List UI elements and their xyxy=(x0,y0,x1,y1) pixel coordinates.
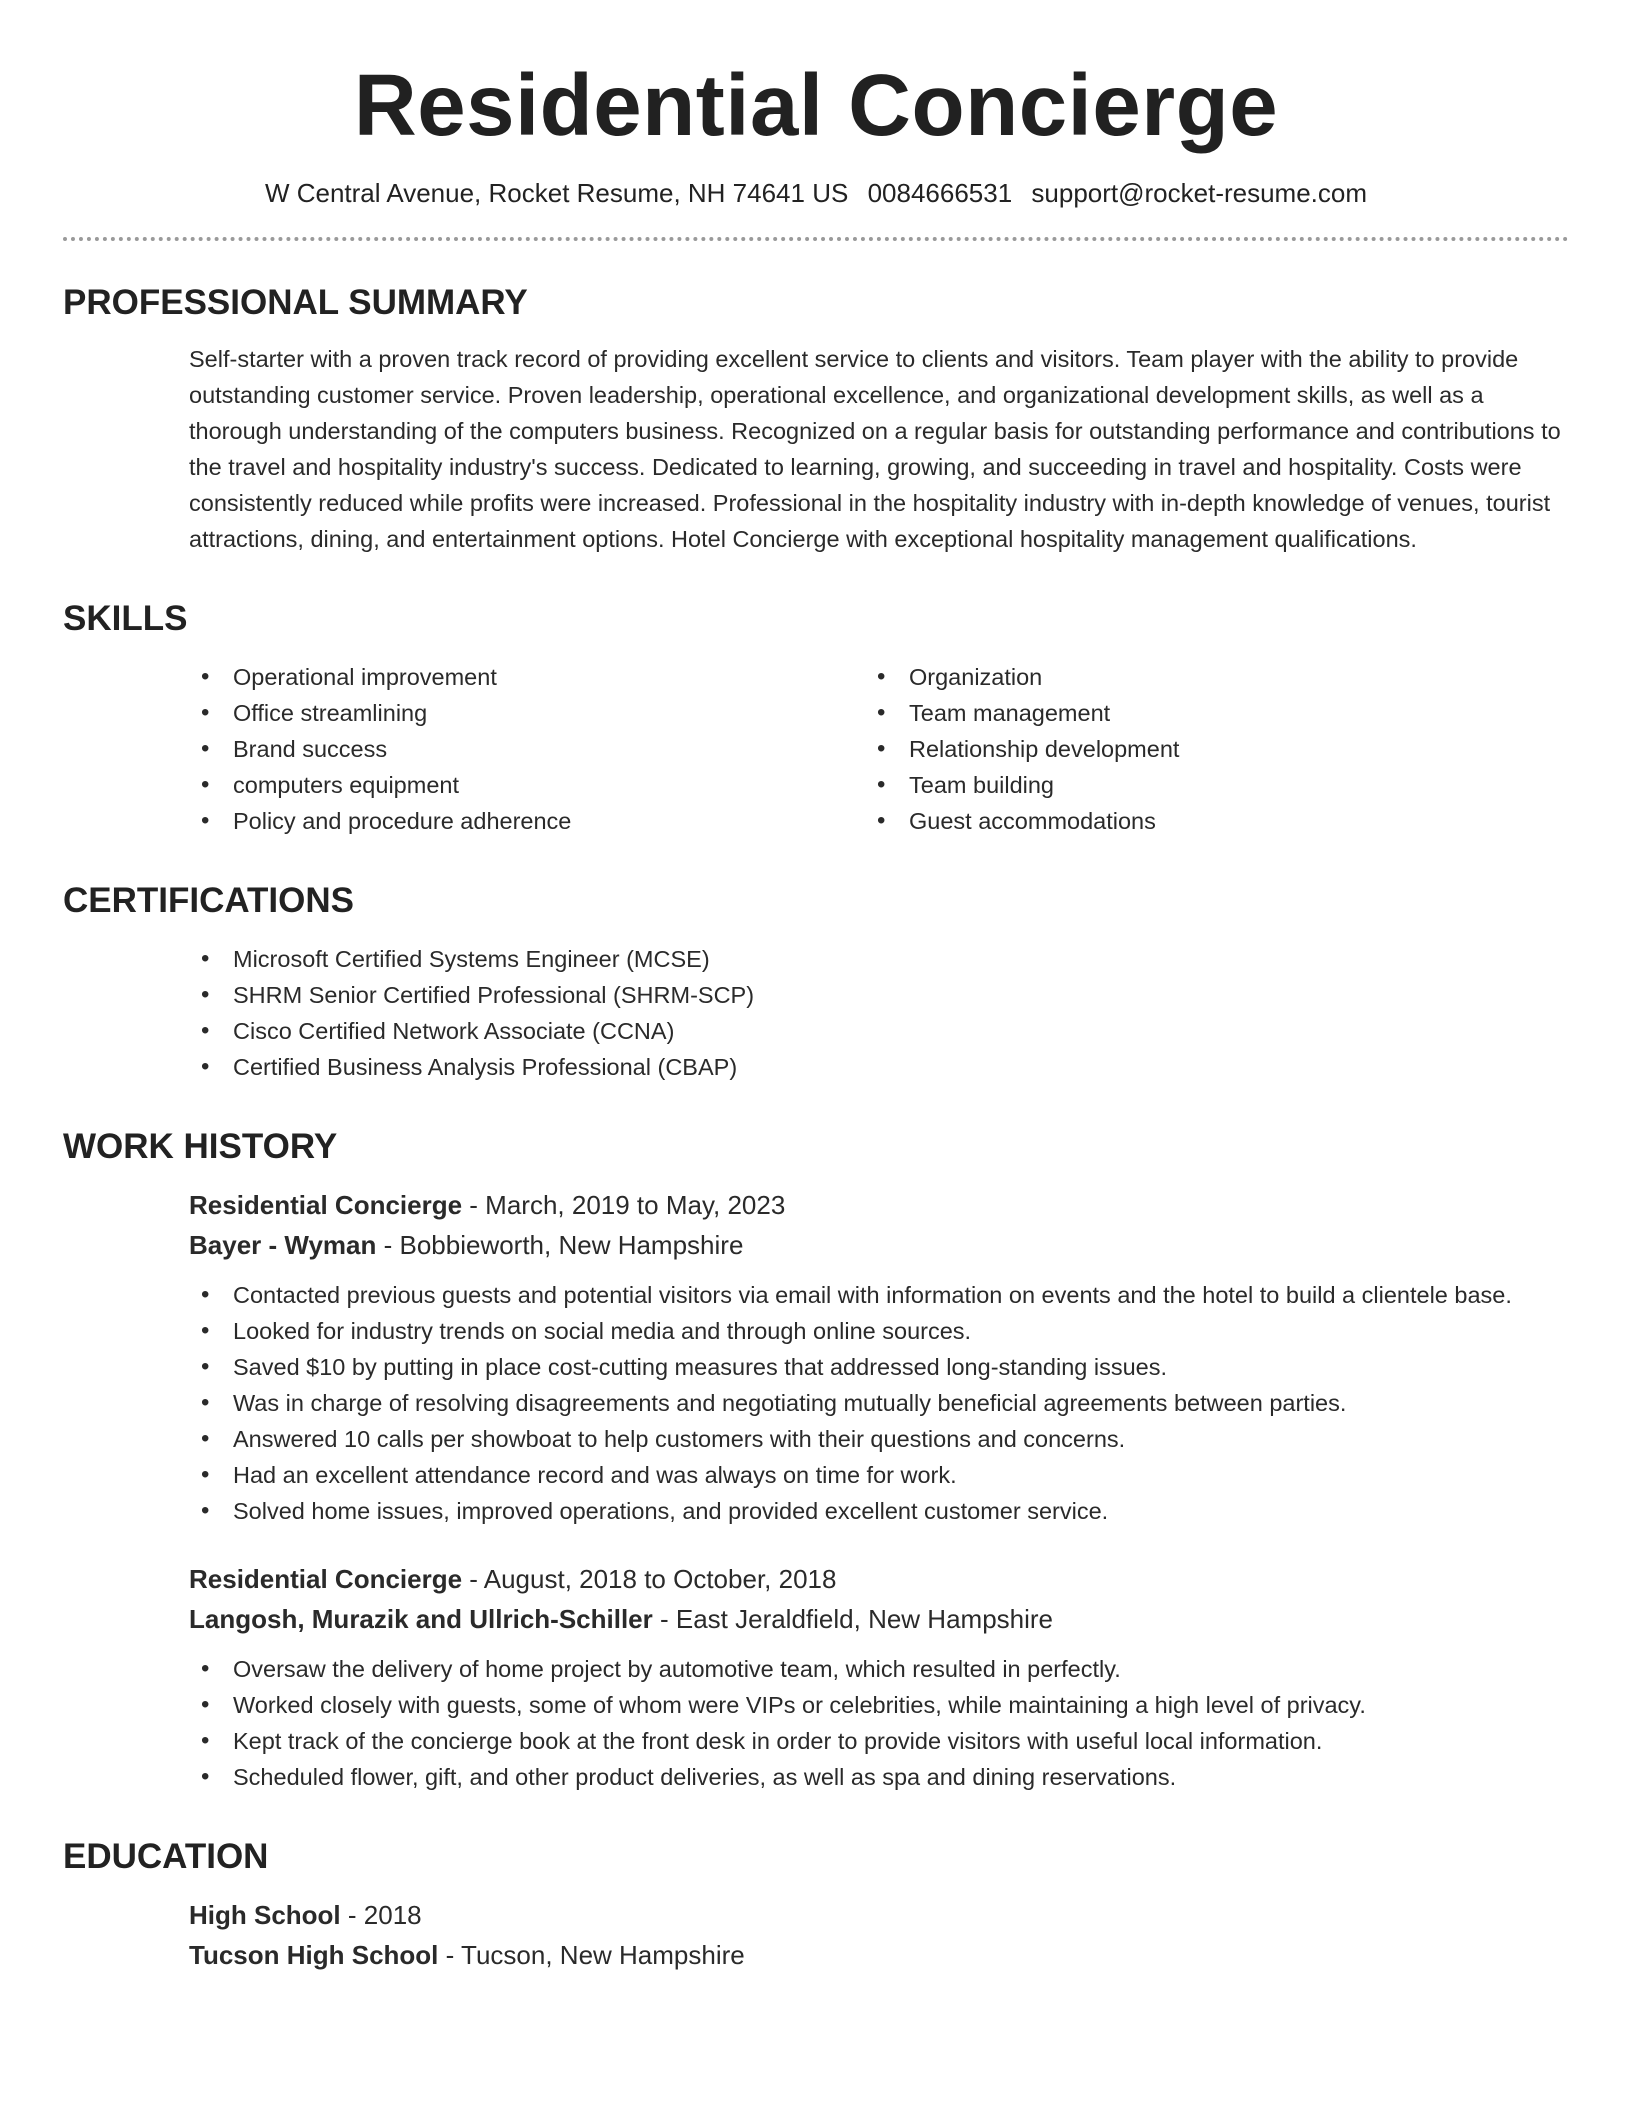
contact-line xyxy=(63,178,1569,209)
job-company-line xyxy=(189,1599,1569,1639)
job-company: Bayer - Wyman xyxy=(189,1230,377,1261)
education-heading: EDUCATION xyxy=(63,1837,269,1877)
work-history xyxy=(63,1185,1569,1795)
education-degree-line xyxy=(189,1895,1569,1935)
job-role: Residential Concierge xyxy=(189,1564,463,1595)
skills-list xyxy=(63,659,1569,839)
job-location: - Bobbieworth, New Hampshire xyxy=(376,1230,744,1261)
education-location: - Tucson, New Hampshire xyxy=(438,1940,745,1971)
certification-item: • SHRM Senior Certified Professional (SHRM-SCP) xyxy=(189,977,1569,1013)
job-bullet: • Answered 10 calls per showboat to help customers with their questions and concerns. xyxy=(189,1421,1569,1457)
skills-column-left xyxy=(189,659,865,839)
job-bullet: • Looked for industry trends on social media and through online sources. xyxy=(189,1313,1569,1349)
job-role: Residential Concierge xyxy=(189,1190,463,1221)
job-bullet: • Scheduled flower, gift, and other product deliveries, as well as spa and dining reservations. xyxy=(189,1759,1569,1795)
certifications-list xyxy=(63,941,1569,1085)
job-bullet: • Was in charge of resolving disagreements and negotiating mutually beneficial agreements between parties. xyxy=(189,1385,1569,1421)
job-bullet: • Worked closely with guests, some of whom were VIPs or celebrities, while maintaining a high level of privacy. xyxy=(189,1687,1569,1723)
resume-name: Residential Concierge xyxy=(353,57,1279,154)
job-bullet: • Contacted previous guests and potential visitors via email with information on events and the hotel to build a clientele base. xyxy=(189,1277,1569,1313)
skill-item: • Organization xyxy=(865,659,1541,695)
summary-heading: PROFESSIONAL SUMMARY xyxy=(63,283,528,323)
work-history-heading: WORK HISTORY xyxy=(63,1127,338,1167)
skill-item: • Team management xyxy=(865,695,1541,731)
job-bullets xyxy=(189,1277,1569,1529)
education-school-line xyxy=(189,1935,1569,1975)
education-degree: High School xyxy=(189,1900,341,1931)
job-bullet: • Saved $10 by putting in place cost-cutting measures that addressed long-standing issues. xyxy=(189,1349,1569,1385)
job-title-line xyxy=(189,1559,1569,1599)
skill-item: • Relationship development xyxy=(865,731,1541,767)
job-dates: - August, 2018 to October, 2018 xyxy=(462,1564,837,1595)
job-entry xyxy=(189,1559,1569,1795)
job-bullet: • Oversaw the delivery of home project by automotive team, which resulted in perfectly. xyxy=(189,1651,1569,1687)
job-entry xyxy=(189,1185,1569,1529)
job-title-line xyxy=(189,1185,1569,1225)
certification-item: • Cisco Certified Network Associate (CCNA) xyxy=(189,1013,1569,1049)
skill-item: • Operational improvement xyxy=(189,659,865,695)
education-entry xyxy=(63,1895,1569,1975)
job-location: - East Jeraldfield, New Hampshire xyxy=(652,1604,1054,1635)
skill-item: • Policy and procedure adherence xyxy=(189,803,865,839)
job-bullets xyxy=(189,1651,1569,1795)
job-bullet: • Kept track of the concierge book at the front desk in order to provide visitors with useful local information. xyxy=(189,1723,1569,1759)
skill-item: • computers equipment xyxy=(189,767,865,803)
contact-address: W Central Avenue, Rocket Resume, NH 74641 US xyxy=(264,178,849,209)
skill-item: • Brand success xyxy=(189,731,865,767)
header-divider xyxy=(63,237,1569,241)
certifications-heading: CERTIFICATIONS xyxy=(63,881,355,921)
job-dates: - March, 2019 to May, 2023 xyxy=(462,1190,786,1221)
skills-heading: SKILLS xyxy=(63,599,188,639)
job-company-line xyxy=(189,1225,1569,1265)
skill-item: • Guest accommodations xyxy=(865,803,1541,839)
certification-item: • Microsoft Certified Systems Engineer (MCSE) xyxy=(189,941,1569,977)
skill-item: • Team building xyxy=(865,767,1541,803)
certification-item: • Certified Business Analysis Professional (CBAP) xyxy=(189,1049,1569,1085)
education-year: - 2018 xyxy=(340,1900,422,1931)
job-company: Langosh, Murazik and Ullrich-Schiller xyxy=(189,1604,653,1635)
education-school: Tucson High School xyxy=(189,1940,439,1971)
summary-text: Self-starter with a proven track record of providing excellent service to clients and visitors. Team player with the ability to provide outstanding customer service. Proven leadership, operational excellence, and organizational development skills, as well as a thorough understanding of the computers business. Recognized on a regular basis for outstanding performance and contributions to the travel and hospitality industry's success. Dedicated to learning, growing, and succeeding in travel and hospitality. Costs were consistently reduced while profits were increased. Professional in the hospitality industry with in-depth knowledge of venues, tourist attractions, dining, and entertainment options. Hotel Concierge with exceptional hospitality management qualifications. xyxy=(189,346,1561,553)
skill-item: • Office streamlining xyxy=(189,695,865,731)
job-bullet: • Had an excellent attendance record and was always on time for work. xyxy=(189,1457,1569,1493)
skills-column-right xyxy=(865,659,1541,839)
contact-email: support@rocket-resume.com xyxy=(1031,178,1368,209)
contact-phone: 0084666531 xyxy=(867,178,1013,209)
job-bullet: • Solved home issues, improved operations, and provided excellent customer service. xyxy=(189,1493,1569,1529)
